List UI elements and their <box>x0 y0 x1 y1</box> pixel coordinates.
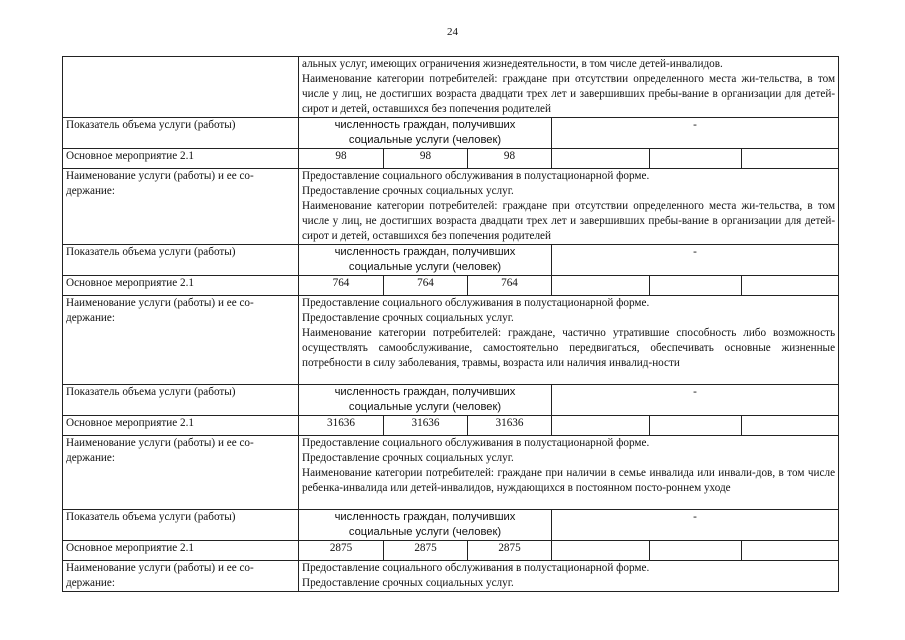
value-cell: 2875 <box>299 541 384 561</box>
empty-cell <box>742 149 839 169</box>
empty-cell <box>650 149 742 169</box>
service-description-cell <box>299 561 839 592</box>
description-line: Наименование категории потребителей: граждане при отсутствии определенного места жи-тельства, в том числе у лиц, не достигших возраста двадцати трех лет и завершивших пребы-вание в организации для детей-сирот и детей, оставшихся без попечения родителей <box>302 200 836 242</box>
indicator-metric: численность граждан, получивших социальные услуги (человек) <box>299 510 552 541</box>
description-line: альных услуг, имеющих ограничения жизнедеятельности, в том числе детей-инвалидов. <box>302 58 723 70</box>
program-table <box>62 56 839 592</box>
service-description-cell <box>299 169 839 245</box>
service-description-row <box>63 561 839 592</box>
indicator-metric: численность граждан, получивших социальные услуги (человек) <box>299 118 552 149</box>
value-cell: 764 <box>384 276 468 296</box>
empty-cell <box>650 541 742 561</box>
volume-indicator-row <box>63 245 839 276</box>
value-cell: 98 <box>468 149 552 169</box>
empty-cell <box>742 416 839 436</box>
empty-cell <box>552 276 650 296</box>
service-description-cell <box>299 57 839 118</box>
service-description-cell <box>299 436 839 510</box>
main-event-row <box>63 416 839 436</box>
value-cell: 31636 <box>299 416 384 436</box>
volume-indicator-row <box>63 385 839 416</box>
indicator-label: Показатель объема услуги (работы) <box>63 385 299 416</box>
main-event-label: Основное мероприятие 2.1 <box>63 541 299 561</box>
volume-indicator-row <box>63 510 839 541</box>
value-cell: 764 <box>468 276 552 296</box>
description-line: Наименование категории потребителей: граждане, частично утратившие способность либо возможность осуществлять самообслуживание, самостоятельно передвигаться, обеспечивать основные жизненные потребности в силу заболевания, травмы, возраста или наличия инвалид-ности <box>302 327 836 369</box>
empty-cell <box>650 276 742 296</box>
value-cell: 2875 <box>384 541 468 561</box>
main-event-row <box>63 276 839 296</box>
value-cell: 98 <box>384 149 468 169</box>
main-event-label: Основное мероприятие 2.1 <box>63 276 299 296</box>
empty-cell <box>650 416 742 436</box>
service-label: Наименование услуги (работы) и ее со-держание: <box>63 296 299 385</box>
description-line: Предоставление социального обслуживания в полустационарной форме. <box>302 562 650 574</box>
indicator-label: Показатель объема услуги (работы) <box>63 510 299 541</box>
value-cell: 764 <box>299 276 384 296</box>
main-event-row <box>63 149 839 169</box>
empty-cell <box>552 416 650 436</box>
description-line: Наименование категории потребителей: граждане при наличии в семье инвалида или инвали-дов, в том числе ребенка-инвалида или детей-инвалидов, нуждающихся в постоянном посто-роннем уходе <box>302 467 836 494</box>
indicator-label: Показатель объема услуги (работы) <box>63 245 299 276</box>
description-line: Предоставление социального обслуживания в полустационарной форме. <box>302 170 650 182</box>
service-description-row <box>63 296 839 385</box>
indicator-metric: численность граждан, получивших социальные услуги (человек) <box>299 245 552 276</box>
volume-indicator-row <box>63 118 839 149</box>
indicator-dash: - <box>552 118 839 149</box>
service-description-row <box>63 169 839 245</box>
description-line: Предоставление срочных социальных услуг. <box>302 185 514 197</box>
description-line: Предоставление срочных социальных услуг. <box>302 452 514 464</box>
service-description-cell <box>299 296 839 385</box>
empty-cell <box>552 149 650 169</box>
main-event-label: Основное мероприятие 2.1 <box>63 149 299 169</box>
empty-cell <box>742 276 839 296</box>
empty-cell <box>552 541 650 561</box>
value-cell: 98 <box>299 149 384 169</box>
indicator-metric: численность граждан, получивших социальные услуги (человек) <box>299 385 552 416</box>
service-description-row <box>63 436 839 510</box>
service-label: Наименование услуги (работы) и ее со-держание: <box>63 436 299 510</box>
value-cell: 2875 <box>468 541 552 561</box>
service-label: Наименование услуги (работы) и ее со-держание: <box>63 169 299 245</box>
empty-cell <box>742 541 839 561</box>
indicator-label: Показатель объема услуги (работы) <box>63 118 299 149</box>
indicator-dash: - <box>552 510 839 541</box>
service-label: Наименование услуги (работы) и ее со-держание: <box>63 561 299 592</box>
page-number: 24 <box>447 26 458 38</box>
description-line: Предоставление срочных социальных услуг. <box>302 577 514 589</box>
description-line: Предоставление социального обслуживания в полустационарной форме. <box>302 297 650 309</box>
description-line: Предоставление срочных социальных услуг. <box>302 312 514 324</box>
description-line: Предоставление социального обслуживания в полустационарной форме. <box>302 437 650 449</box>
description-line: Наименование категории потребителей: граждане при отсутствии определенного места жи-тельства, в том числе у лиц, не достигших возраста двадцати трех лет и завершивших пребы-вание в организации для детей-сирот и детей, оставшихся без попечения родителей <box>302 73 836 115</box>
main-event-label: Основное мероприятие 2.1 <box>63 416 299 436</box>
main-event-row <box>63 541 839 561</box>
indicator-dash: - <box>552 385 839 416</box>
service-label-cell <box>63 57 299 118</box>
service-description-row <box>63 57 839 118</box>
indicator-dash: - <box>552 245 839 276</box>
value-cell: 31636 <box>468 416 552 436</box>
value-cell: 31636 <box>384 416 468 436</box>
